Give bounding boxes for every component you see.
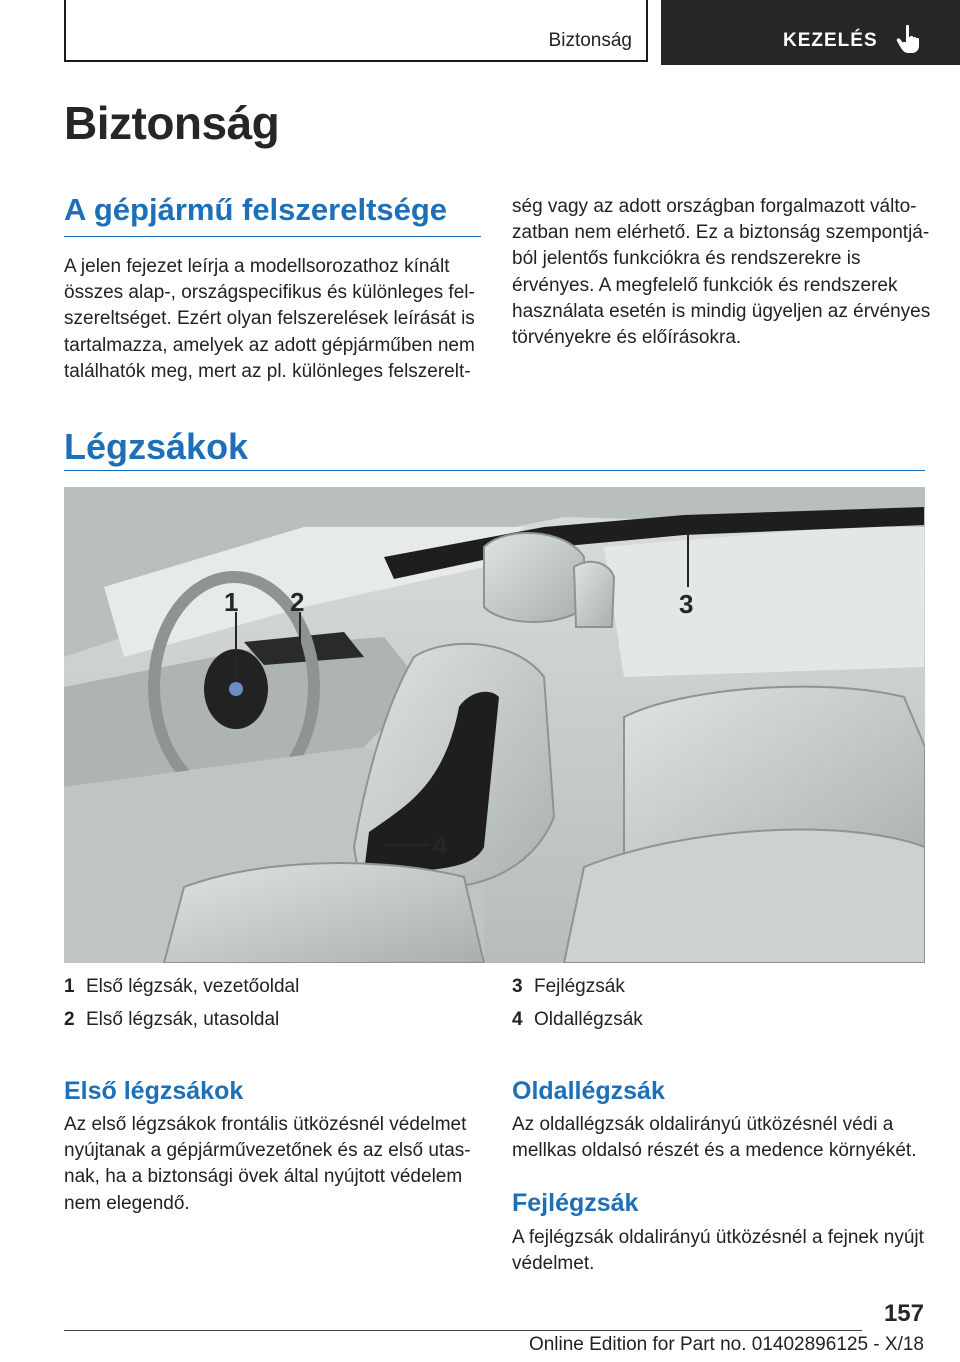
footer-rule	[64, 1330, 862, 1331]
legend-number: 1	[64, 976, 75, 997]
text-line: nyújtanak a gépjárművezetőnek és az első utas-	[64, 1140, 471, 1162]
text-line: Az első légzsákok frontális ütközésnél védelmet	[64, 1114, 467, 1135]
legend-text: Első légzsák, vezetőoldal	[86, 976, 300, 997]
legend-number: 4	[512, 1009, 523, 1030]
head-airbag-heading: Fejlégzsák	[512, 1189, 639, 1217]
legend-item	[64, 1009, 279, 1031]
callout-3: 3	[679, 589, 694, 619]
text-line: mellkas oldalsó részét és a medence környékét.	[512, 1140, 917, 1162]
callout-1: 1	[224, 587, 239, 617]
text-line: tartalmazza, amelyek az adott gépjárműben nem	[64, 334, 475, 356]
text-line: A jelen fejezet leírja a modellsorozathoz kínált	[64, 256, 450, 277]
side-airbag-text	[512, 1112, 942, 1164]
legend-number: 2	[64, 1009, 75, 1030]
pointing-hand-icon	[895, 24, 923, 54]
text-line: zatban nem elérhető. Ez a biztonság szempontjá-	[512, 222, 930, 244]
side-airbag-heading: Oldallégzsák	[512, 1077, 665, 1105]
text-line: A fejlégzsák oldalirányú ütközésnél a fejnek nyújt	[512, 1227, 924, 1248]
legend-text: Első légzsák, utasoldal	[86, 1009, 280, 1030]
header-section-label: Biztonság	[548, 30, 632, 51]
text-line: törvényekre és előírásokra.	[512, 327, 742, 349]
legend-item	[64, 976, 299, 998]
callout-2: 2	[290, 587, 305, 617]
text-line: nem elegendő.	[64, 1192, 190, 1214]
section-heading-airbags: Légzsákok	[64, 426, 249, 467]
text-line: Az oldallégzsák oldalirányú ütközésnél védi a	[512, 1114, 894, 1135]
legend-number: 3	[512, 976, 523, 997]
section-heading-equipment: A gépjármű felszereltsége	[64, 192, 448, 227]
page-number: 157	[883, 1300, 924, 1327]
text-line: összes alap-, országspecifikus és különleges fel-	[64, 282, 475, 304]
text-line: nak, ha a biztonsági övek által nyújtott védelem	[64, 1166, 463, 1188]
front-airbags-heading: Első légzsákok	[64, 1077, 244, 1105]
text-line: védelmet.	[512, 1253, 595, 1275]
legend-item	[512, 1009, 643, 1031]
section-heading-rule	[64, 470, 925, 471]
equipment-text-right	[512, 194, 932, 351]
legend-text: Fejlégzsák	[534, 976, 625, 997]
legend-text: Oldallégzsák	[534, 1009, 643, 1030]
airbag-illustration	[64, 487, 925, 963]
front-airbags-text	[64, 1112, 494, 1217]
text-line: ból jelentős funkciókra és rendszerekre is	[512, 248, 861, 270]
head-airbag-text	[512, 1225, 942, 1277]
text-line: szereltséget. Ezért olyan felszerelések leírását is	[64, 308, 475, 330]
text-line: érvényes. A megfelelő funkciók és rendszerek	[512, 274, 898, 296]
text-line: használata esetén is mindig ügyeljen az érvényes	[512, 300, 931, 322]
text-line: találhatók meg, mert az pl. különleges felszerelt-	[64, 360, 471, 382]
callout-4: 4	[433, 830, 448, 860]
legend-item	[512, 976, 625, 998]
text-line: ség vagy az adott országban forgalmazott válto-	[512, 196, 917, 217]
header-section-box	[64, 0, 648, 62]
car-interior-drawing	[64, 487, 925, 963]
page-title: Biztonság	[64, 97, 280, 149]
header-chapter-tab	[661, 0, 960, 65]
section-heading-rule	[64, 236, 481, 237]
footer-edition: Online Edition for Part no. 01402896125 - X/18	[528, 1334, 924, 1355]
header-chapter-label: KEZELÉS	[783, 30, 878, 51]
equipment-text-left	[64, 254, 484, 385]
